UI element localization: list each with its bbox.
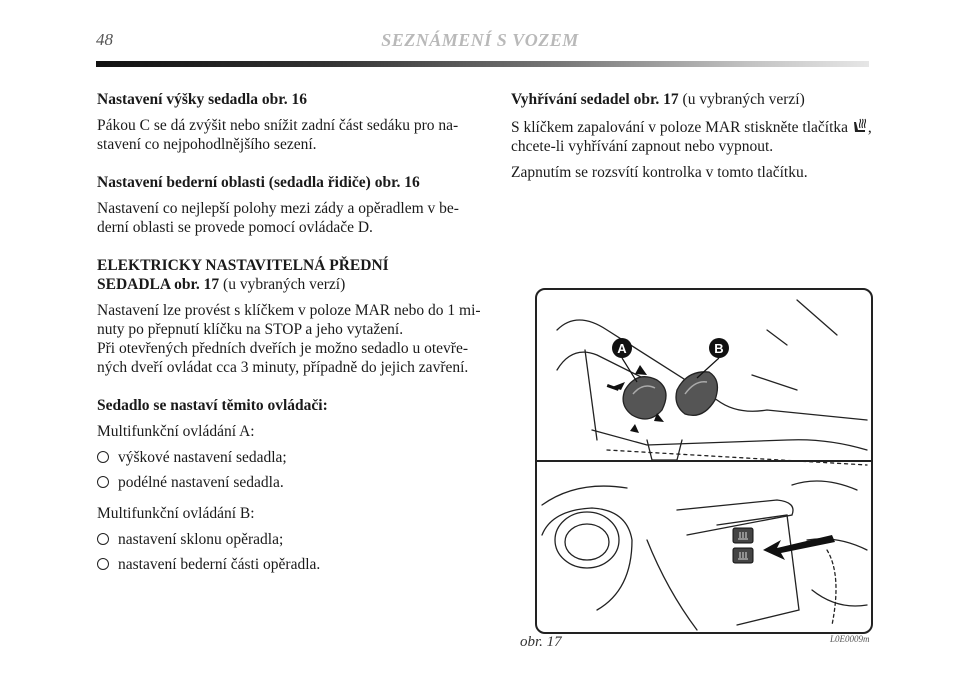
label-control-b: Multifunkční ovládání B: xyxy=(97,505,255,522)
paragraph-open-doors: Při otevřených předních dveřích je možno sedadlo u otevře-ných dveří ovládat cca 3 minuty, případně do jejich zavření. xyxy=(97,340,469,376)
bullet-circle-icon xyxy=(97,558,109,570)
left-column xyxy=(97,90,482,580)
heading-lumbar: Nastavení bederní oblasti (sedadla řidiče) obr. 16 xyxy=(97,174,420,191)
right-column xyxy=(511,90,873,189)
list-item: nastavení sklonu opěradla; xyxy=(97,530,482,549)
heading-seat-heating: Vyhřívání sedadel obr. 17 (u vybraných verzí) xyxy=(511,91,805,108)
paragraph-heating-press: S klíčkem zapalování v poloze MAR stiskněte tlačítka , xyxy=(511,119,872,136)
paragraph-seat-height: Pákou C se dá zvýšit nebo snížit zadní část sedáku pro na-stavení co nejpohodlnějšího sezení. xyxy=(97,117,459,153)
list-item: nastavení bederní části opěradla. xyxy=(97,555,482,574)
figure-17 xyxy=(535,288,873,634)
label-control-a: Multifunkční ovládání A: xyxy=(97,423,255,440)
paragraph-key-position: Nastavení lze provést s klíčkem v poloze MAR nebo do 1 mi-nuty po přepnutí klíčku na STOP a jeho vytažení. xyxy=(97,302,481,338)
paragraph-lumbar: Nastavení co nejlepší polohy mezi zády a opěradlem v be-derní oblasti se provede pomocí ovládače D. xyxy=(97,200,459,236)
figure-code: L0E0009m xyxy=(830,634,870,644)
figure-caption: obr. 17 xyxy=(520,634,562,650)
pointer-arrow-icon xyxy=(763,535,835,560)
seat-heating-icon xyxy=(852,118,868,134)
list-item: podélné nastavení sedadla. xyxy=(97,473,482,492)
heading-electric-seats: ELEKTRICKY NASTAVITELNÁ PŘEDNÍ SEDADLA obr. 17 (u vybraných verzí) xyxy=(97,257,389,293)
header-rule xyxy=(96,61,869,67)
paragraph-heating-indicator: Zapnutím se rozsvítí kontrolka v tomto tlačítku. xyxy=(511,164,808,181)
bullet-circle-icon xyxy=(97,533,109,545)
running-head: SEZNÁMENÍ S VOZEM xyxy=(381,30,579,50)
label-b: B xyxy=(714,341,724,356)
heading-controls: Sedadlo se nastaví těmito ovládači: xyxy=(97,397,328,414)
seat-heating-buttons xyxy=(733,528,753,563)
bullet-circle-icon xyxy=(97,451,109,463)
seat-control-a xyxy=(623,377,666,419)
figure-illustration xyxy=(537,290,871,632)
label-a: A xyxy=(617,341,627,356)
heading-seat-height: Nastavení výšky sedadla obr. 16 xyxy=(97,91,308,108)
bullet-circle-icon xyxy=(97,476,109,488)
page-number: 48 xyxy=(96,30,113,49)
list-item: výškové nastavení sedadla; xyxy=(97,448,482,467)
paragraph-heating-toggle: chcete-li vyhřívání zapnout nebo vypnout. xyxy=(511,138,774,155)
